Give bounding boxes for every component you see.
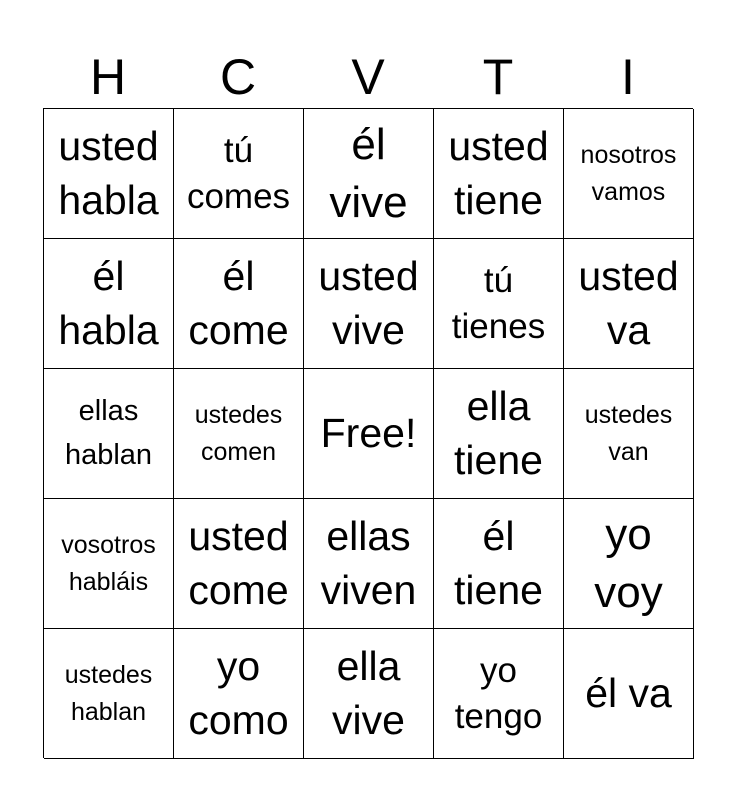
bingo-cell[interactable]: ustedes comen [174, 369, 304, 499]
bingo-cell[interactable]: ella tiene [434, 369, 564, 499]
bingo-cell[interactable]: usted come [174, 499, 304, 629]
bingo-cell[interactable]: ellas viven [304, 499, 434, 629]
bingo-cell[interactable]: ellas hablan [44, 369, 174, 499]
bingo-grid [43, 108, 693, 758]
bingo-cell[interactable]: ustedes van [564, 369, 694, 499]
bingo-card [43, 46, 693, 758]
bingo-cell[interactable]: usted vive [304, 239, 434, 369]
free-space-cell[interactable]: Free! [304, 369, 434, 499]
bingo-cell[interactable]: usted habla [44, 109, 174, 239]
header-letter-h: H [89, 49, 127, 105]
bingo-cell[interactable]: tú comes [174, 109, 304, 239]
bingo-cell[interactable]: él tiene [434, 499, 564, 629]
bingo-cell[interactable]: ella vive [304, 629, 434, 759]
bingo-cell[interactable]: usted va [564, 239, 694, 369]
bingo-cell[interactable]: yo voy [564, 499, 694, 629]
bingo-cell[interactable]: ustedes hablan [44, 629, 174, 759]
bingo-cell[interactable]: él come [174, 239, 304, 369]
bingo-cell[interactable]: usted tiene [434, 109, 564, 239]
bingo-cell[interactable]: tú tienes [434, 239, 564, 369]
header-letter-v: V [351, 49, 385, 105]
header-letter-i: I [621, 49, 635, 105]
bingo-header [43, 46, 693, 108]
header-letter-t: T [482, 49, 514, 105]
bingo-cell[interactable]: él va [564, 629, 694, 759]
bingo-cell[interactable]: yo como [174, 629, 304, 759]
bingo-cell[interactable]: él vive [304, 109, 434, 239]
bingo-cell[interactable]: él habla [44, 239, 174, 369]
bingo-cell[interactable]: yo tengo [434, 629, 564, 759]
header-letter-c: C [219, 49, 257, 105]
bingo-cell[interactable]: nosotros vamos [564, 109, 694, 239]
bingo-cell[interactable]: vosotros habláis [44, 499, 174, 629]
